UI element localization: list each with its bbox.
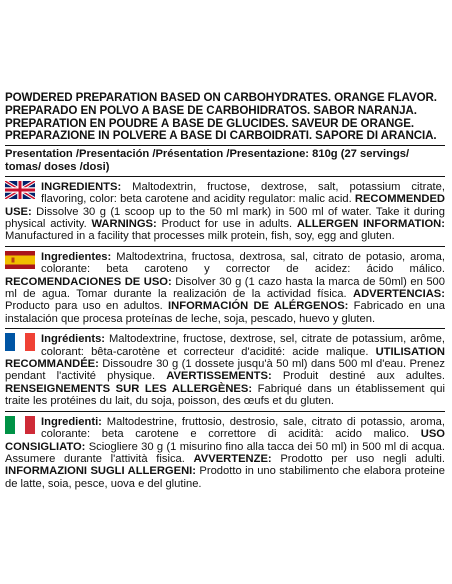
section-french: [5, 328, 445, 410]
ingredients-text-it: Maltodestrine, fruttosio, destrosio, sale, citrato di potassio, aroma, colorante: beta carotene e correttore di acidità: acido malico.: [41, 415, 445, 441]
allergen-label-es: INFORMACIÓN DE ALÉRGENOS:: [168, 300, 349, 313]
ingredients-label-es: Ingredientes:: [41, 250, 112, 263]
title-es: PREPARADO EN POLVO A BASE DE CARBOHIDRATOS. SABOR NARANJA.: [5, 104, 417, 117]
use-label-fr: UTILISATION RECOMMANDÉE:: [5, 345, 445, 371]
allergen-label-en: ALLERGEN INFORMATION:: [296, 218, 445, 230]
allergen-text-es: Fabricado en una instalación que procesa proteínas de leche, soja, pescado, huevo y gluten.: [5, 300, 445, 325]
title-en: POWDERED PREPARATION BASED ON CARBOHYDRATES. ORANGE FLAVOR.: [5, 92, 437, 104]
uk-flag-icon: [5, 181, 35, 199]
ingredients-text-es: Maltodextrina, fructosa, dextrosa, sal, citrato de potasio, aroma, colorante: beta caroteno y corrector de acidez: ácido málico.: [41, 250, 445, 276]
ingredients-text-fr: Maltodextrine, fructose, dextrose, sel, citrate de potassium, arôme, colorant: bêta-carotène et correcteur d'acidité: acide malique.: [41, 333, 445, 358]
section-spanish: [5, 246, 445, 328]
use-text-en: Dissolve 30 g (1 scoop up to the 50 ml mark) in 500 ml of water. Take it during physical activity.: [5, 205, 445, 230]
warnings-text-fr: Produit destiné aux adultes.: [271, 370, 445, 383]
use-text-it: Sciogliere 30 g (1 misurino fino alla tacca dei 50 ml) in 500 ml di acqua. Assumere durante l'attività fisica.: [5, 440, 445, 465]
spain-flag-icon: [5, 251, 35, 269]
warnings-text-es: Producto para uso en adultos.: [5, 300, 169, 313]
section-english: [5, 177, 445, 246]
warnings-label-it: AVVERTENZE:: [193, 452, 272, 465]
use-text-fr: Dissoudre 30 g (1 dossete jusqu'à 50 ml) dans 500 ml d'eau. Prenez pendant l'activité physique.: [5, 358, 445, 383]
presentation-line: Presentation /Presentación /Présentation /Presentazione: 810g (27 servings/ tomas/ doses /dosi): [5, 148, 445, 177]
use-label-en: RECOMMENDED USE:: [5, 193, 445, 218]
ingredients-text-en: Maltodextrin, fructose, dextrose, salt, potassium citrate, flavoring, color: beta carotene and acidity regulator: malic acid.: [41, 180, 445, 206]
allergen-text-it: Prodotto in uno stabilimento che elabora proteine de latte, soia, pesce, uova e del glutine.: [5, 465, 445, 490]
ingredients-label-it: Ingredienti:: [41, 415, 102, 428]
title-fr: PRÉPARATION EN POUDRE À BASE DE GLUCIDES. SAVEUR DE ORANGE.: [5, 117, 414, 130]
use-label-es: RECOMENDACIONES DE USO:: [5, 275, 172, 288]
warnings-label-fr: AVERTISSEMENTS:: [166, 370, 272, 383]
allergen-label-it: INFORMAZIONI SUGLI ALLERGENI:: [5, 465, 196, 478]
italy-flag-icon: [5, 416, 35, 434]
warnings-text-en: Product for use in adults.: [156, 218, 297, 230]
ingredients-label-en: INGREDIENTS:: [41, 180, 122, 193]
warnings-label-en: WARNINGS:: [91, 218, 157, 230]
section-italian: [5, 411, 445, 493]
warnings-text-it: Prodotto per uso negli adulti.: [271, 452, 446, 465]
use-text-es: Disolver 30 g (1 cazo hasta la marca de 50ml) en 500 ml de agua. Tomar durante la realización de la actividad física.: [5, 275, 445, 301]
allergen-label-fr: RENSEIGNEMENTS SUR LES ALLERGÈNES:: [5, 382, 253, 395]
title-it: PREPARAZIONE IN POLVERE A BASE DI CARBOIDRATI. SAPORE DI ARANCIA.: [5, 130, 437, 143]
product-label: [5, 92, 445, 493]
warnings-label-es: ADVERTENCIAS:: [353, 288, 445, 301]
allergen-text-fr: Fabriqué dans un établissement qui traite les protéines du lait, du soja, poisson, des œufs et du gluten.: [5, 382, 445, 408]
ingredients-label-fr: Ingrédients:: [41, 333, 106, 346]
product-titles: [5, 92, 445, 146]
allergen-text-en: Manufactured in a facility that processes milk protein, fish, soy, egg and gluten.: [5, 230, 395, 243]
use-label-it: USO CONSIGLIATO:: [5, 428, 445, 453]
france-flag-icon: [5, 333, 35, 351]
